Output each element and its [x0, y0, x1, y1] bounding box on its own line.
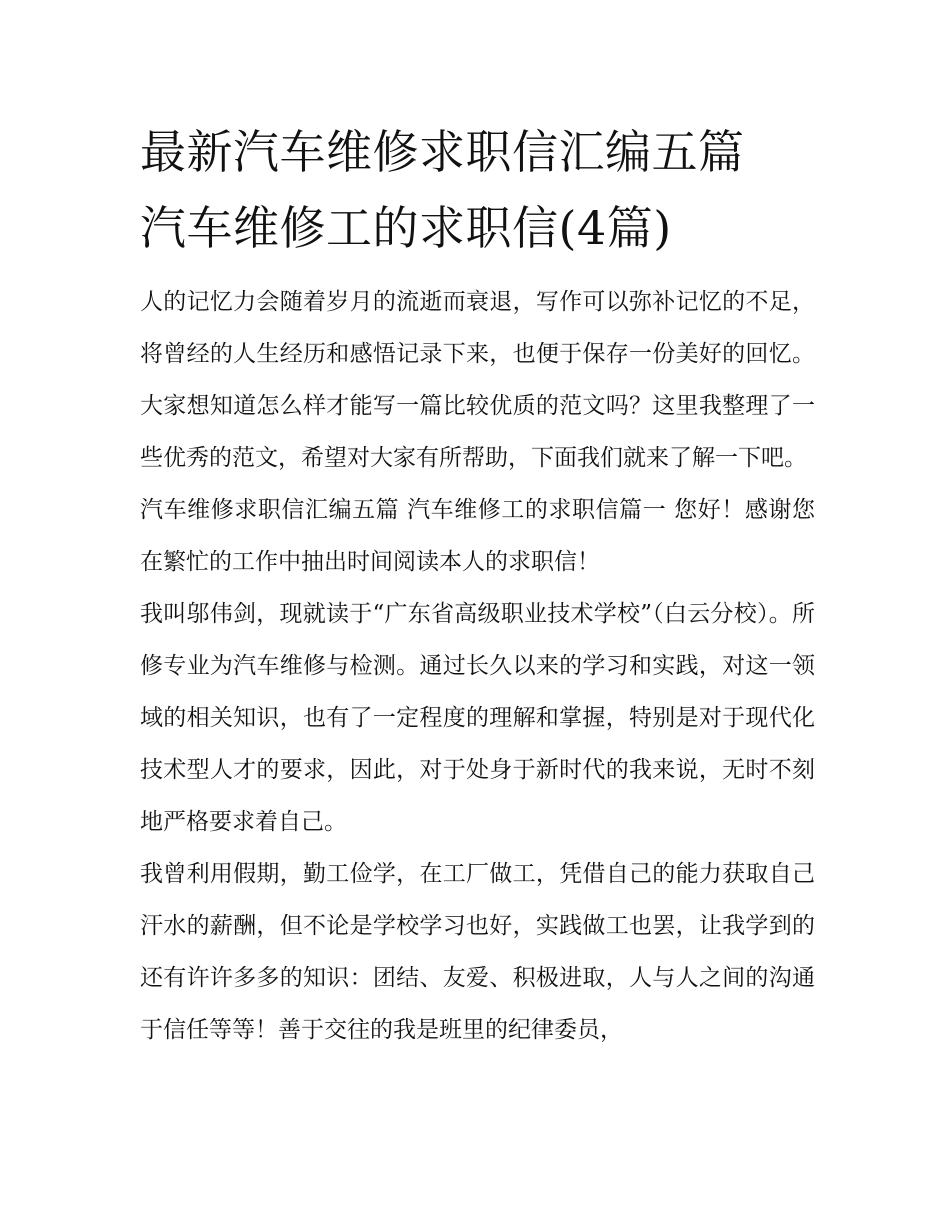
paragraph-intro: 人的记忆力会随着岁月的流逝而衰退，写作可以弥补记忆的不足，将曾经的人生经历和感悟记录下来，也便于保存一份美好的回忆。大家想知道怎么样才能写一篇比较优质的范文吗？这里我整理了一些优秀的范文，希望对大家有所帮助，下面我们就来了解一下吧。 [140, 289, 815, 471]
title-line-1: 最新汽车维修求职信汇编五篇 [140, 125, 745, 179]
title-line-2: 汽车维修工的求职信(4篇) [140, 201, 672, 255]
document-title [140, 114, 820, 266]
paragraph-self-introduction: 我叫邬伟剑，现就读于“广东省高级职业技术学校”（白云分校）。所修专业为汽车维修与检测。通过长久以来的学习和实践，对这一领域的相关知识，也有了一定程度的理解和掌握，特别是对于现代化技术型人才的要求，因此，对于处身于新时代的我来说，无时不刻地严格要求着自己。 [140, 601, 815, 835]
document-body [140, 276, 815, 1056]
paragraph-greeting: 汽车维修求职信汇编五篇 汽车维修工的求职信篇一 您好！感谢您在繁忙的工作中抽出时间阅读本人的求职信！ [140, 497, 815, 575]
paragraph-experience: 我曾利用假期，勤工俭学，在工厂做工，凭借自己的能力获取自己汗水的薪酬，但不论是学校学习也好，实践做工也罢，让我学到的还有许许多多的知识：团结、友爱、积极进取，人与人之间的沟通于信任等等！善于交往的我是班里的纪律委员， [140, 861, 815, 1043]
